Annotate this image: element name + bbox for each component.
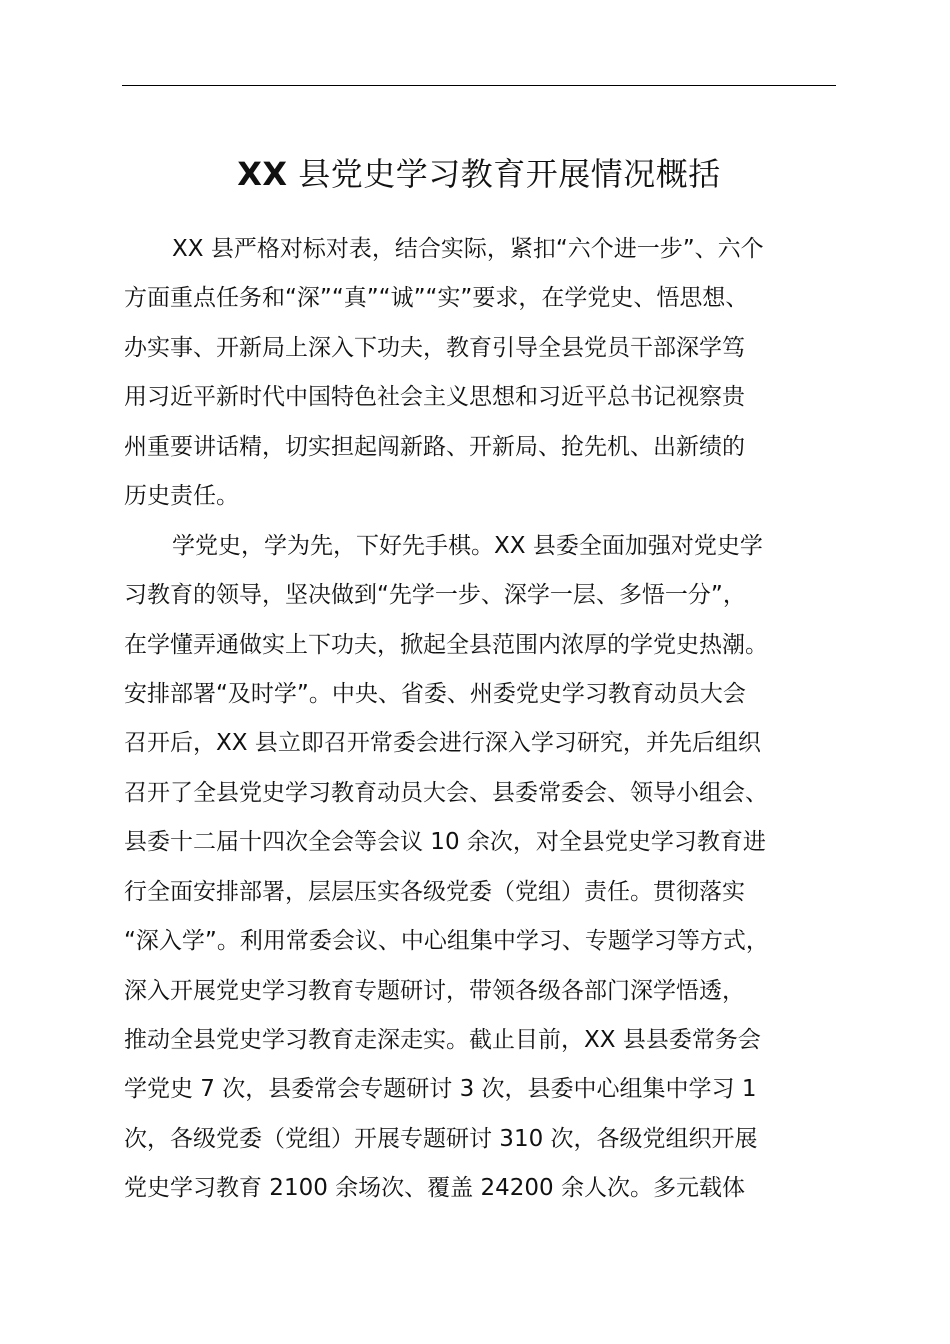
paragraph-line: 党史学习教育 2100 余场次、覆盖 24200 余人次。多元载体 — [124, 1175, 745, 1202]
paragraph-line: 安排部署“及时学”。中央、省委、州委党史学习教育动员大会 — [124, 680, 746, 707]
document-body — [124, 225, 864, 1214]
paragraph-line: 办实事、开新局上深入下功夫，教育引导全县党员干部深学笃 — [124, 334, 745, 361]
paragraph-line: 召开了全县党史学习教育动员大会、县委常委会、领导小组会、 — [124, 779, 768, 806]
paragraph-line: 历史责任。 — [124, 483, 239, 510]
paragraph-line: “深入学”。利用常委会议、中心组集中学习、专题学习等方式， — [124, 928, 769, 955]
paragraph-line: 方面重点任务和“深”“真”“诚”“实”要求，在学党史、悟思想、 — [124, 285, 749, 312]
paragraph-line: 在学懂弄通做实上下功夫，掀起全县范围内浓厚的学党史热潮。 — [124, 631, 768, 658]
paragraph-line: 深入开展党史学习教育专题研讨，带领各级各部门深学悟透， — [124, 977, 745, 1004]
header-rule — [122, 85, 836, 86]
paragraph-line: 用习近平新时代中国特色社会主义思想和习近平总书记视察贵 — [124, 384, 745, 411]
paragraph-line: 次，各级党委（党组）开展专题研讨 310 次，各级党组织开展 — [124, 1125, 758, 1152]
title-prefix: XX — [237, 155, 288, 193]
paragraph-line: 县委十二届十四次全会等会议 10 余次，对全县党史学习教育进 — [124, 829, 766, 856]
title-main: 县党史学习教育开展情况概括 — [298, 155, 721, 193]
paragraph-line: 学党史，学为先，下好先手棋。XX 县委全面加强对党史学 — [172, 532, 763, 559]
paragraph-1 — [124, 225, 864, 522]
paragraph-line: XX 县严格对标对表，结合实际，紧扣“六个进一步”、六个 — [172, 236, 764, 262]
paragraph-line: 行全面安排部署，层层压实各级党委（党组）责任。贯彻落实 — [124, 878, 745, 905]
paragraph-2 — [124, 522, 864, 1214]
paragraph-line: 习教育的领导，坚决做到“先学一步、深学一层、多悟一分”， — [124, 582, 746, 609]
paragraph-line: 学党史 7 次，县委常会专题研讨 3 次，县委中心组集中学习 1 — [124, 1076, 757, 1103]
document-title — [122, 150, 836, 198]
paragraph-line: 推动全县党史学习教育走深走实。截止目前，XX 县县委常务会 — [124, 1027, 761, 1053]
paragraph-line: 召开后，XX 县立即召开常委会进行深入学习研究，并先后组织 — [124, 730, 761, 757]
paragraph-line: 州重要讲话精，切实担起闯新路、开新局、抢先机、出新绩的 — [124, 433, 745, 460]
